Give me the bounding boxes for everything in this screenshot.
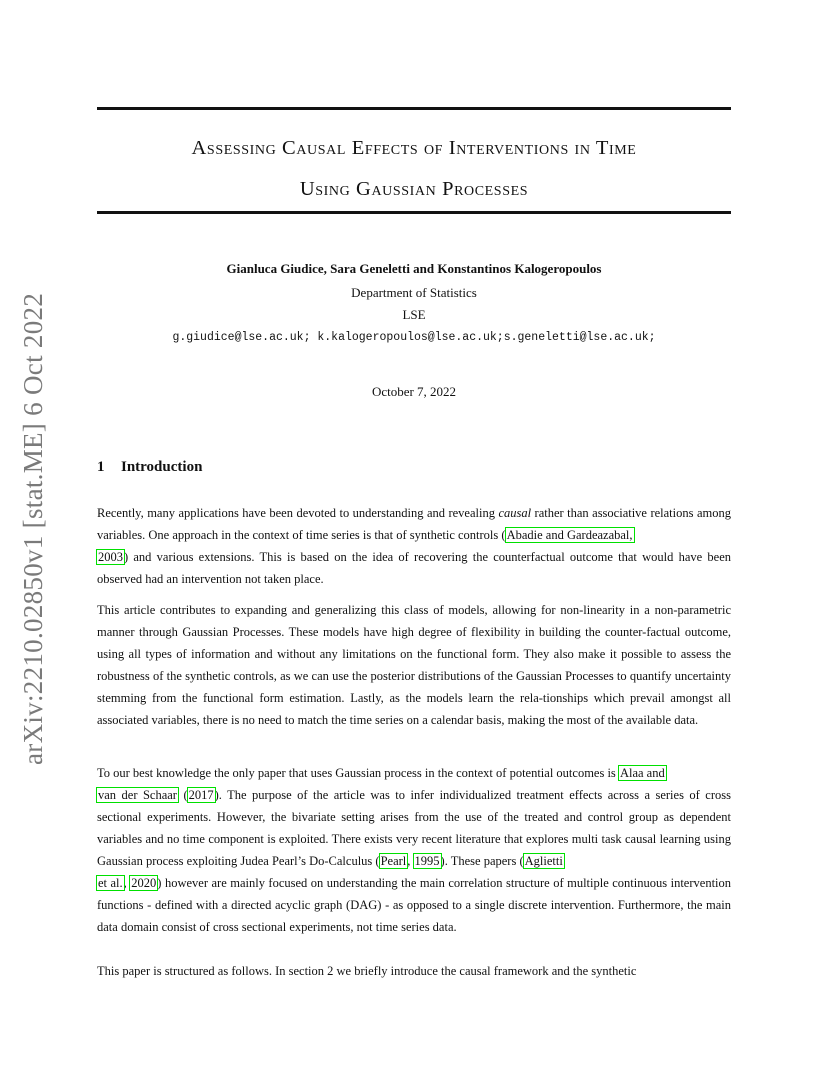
text-span: ( (177, 788, 188, 802)
paper-date: October 7, 2022 (371, 384, 457, 399)
author-emails: g.giudice@lse.ac.uk; k.kalogeropoulos@lse.ac.uk;s.geneletti@lse.ac.uk; (172, 331, 656, 344)
citation-link-aglietti-cont[interactable]: et al. (98, 876, 123, 890)
text-span: , (123, 876, 131, 890)
paragraph-4: This paper is structured as follows. In section 2 we briefly introduce the causal framework and the synthetic (97, 964, 637, 978)
author-list: Gianluca Giudice, Sara Geneletti and Konstantinos Kalogeropoulos (226, 261, 602, 276)
text-span: , (407, 854, 414, 868)
paragraph-1 (97, 502, 731, 590)
paragraph-3 (97, 762, 731, 938)
text-span: ) however are mainly focused on understanding the main correlation structure of multiple continuous intervention functions - defined with a directed acyclic graph (DAG) - as opposed to a single discrete intervention. Furthermore, the main data domain consist of cross sectional experiments, not time series data. (97, 876, 732, 934)
title-line-2: Using Gaussian Processes (299, 178, 529, 200)
citation-link-pearl[interactable]: Pearl (380, 854, 407, 868)
citation-link-abadie[interactable]: Abadie and Gardeazabal, (506, 528, 633, 542)
citation-link-pearl-year[interactable]: 1995 (414, 854, 440, 868)
text-span: Recently, many applications have been devoted to understanding and revealing (97, 506, 499, 520)
text-span: rather than associative relations among variables. One approach in the context of time series is that of synthetic controls ( (97, 506, 731, 542)
title-line-1: Assessing Causal Effects of Interventions in Time (191, 137, 637, 159)
title-rule-bottom (97, 211, 731, 214)
citation-link-abadie-year[interactable]: 2003 (98, 550, 123, 564)
affiliation: LSE (402, 307, 426, 322)
section-heading (97, 459, 202, 476)
emphasis-causal: causal (498, 506, 532, 520)
text-span: ). These papers ( (440, 854, 524, 868)
text-span: To our best knowledge the only paper that uses Gaussian process in the context of potential outcomes is (97, 766, 619, 780)
title-rule-top (97, 107, 731, 110)
department: Department of Statistics (351, 285, 477, 300)
citation-link-alaa-cont[interactable]: van der Schaar (98, 788, 177, 802)
text-span: ). The purpose of the article was to infer individualized treatment effects across a series of cross sectional experiments. However, the bivariate setting arises from the use of the treated and control group as dependent variables and no time component is exploited. There exists very recent literature that explores multi task causal learning using Gaussian process exploiting Judea Pearl’s Do-Calculus ( (97, 788, 731, 868)
section-title: Introduction (121, 459, 203, 475)
text-span: ) and various extensions. This is based on the idea of recovering the counterfactual outcome that would have been observed had an intervention not taken place. (97, 550, 731, 586)
citation-link-aglietti-year[interactable]: 2020 (131, 876, 157, 890)
section-number: 1 (97, 459, 105, 475)
paragraph-2: This article contributes to expanding and generalizing this class of models, allowing for non-linearity in a non-parametric manner through Gaussian Processes. These models have high degree of flexibility in building the counter-factual outcome, using all types of information and without any limitations on the functional form. They also make it possible to assess the robustness of the synthetic controls, as we can use the posterior distributions of the Gaussian Processes to quantify uncertainty stemming from the functional form estimation. Lastly, as the models learn the rela-tionships which prevail amongst all associated variables, there is no need to match the time series on a calendar basis, making the most of the available data. (97, 603, 731, 727)
citation-link-alaa[interactable]: Alaa and (619, 766, 665, 780)
citation-link-aglietti[interactable]: Aglietti (524, 854, 563, 868)
paper-title (97, 128, 731, 210)
citation-link-alaa-year[interactable]: 2017 (188, 788, 214, 802)
arxiv-identifier: arXiv:2210.02850v1 [stat.ME] 6 Oct 2022 (18, 292, 48, 765)
